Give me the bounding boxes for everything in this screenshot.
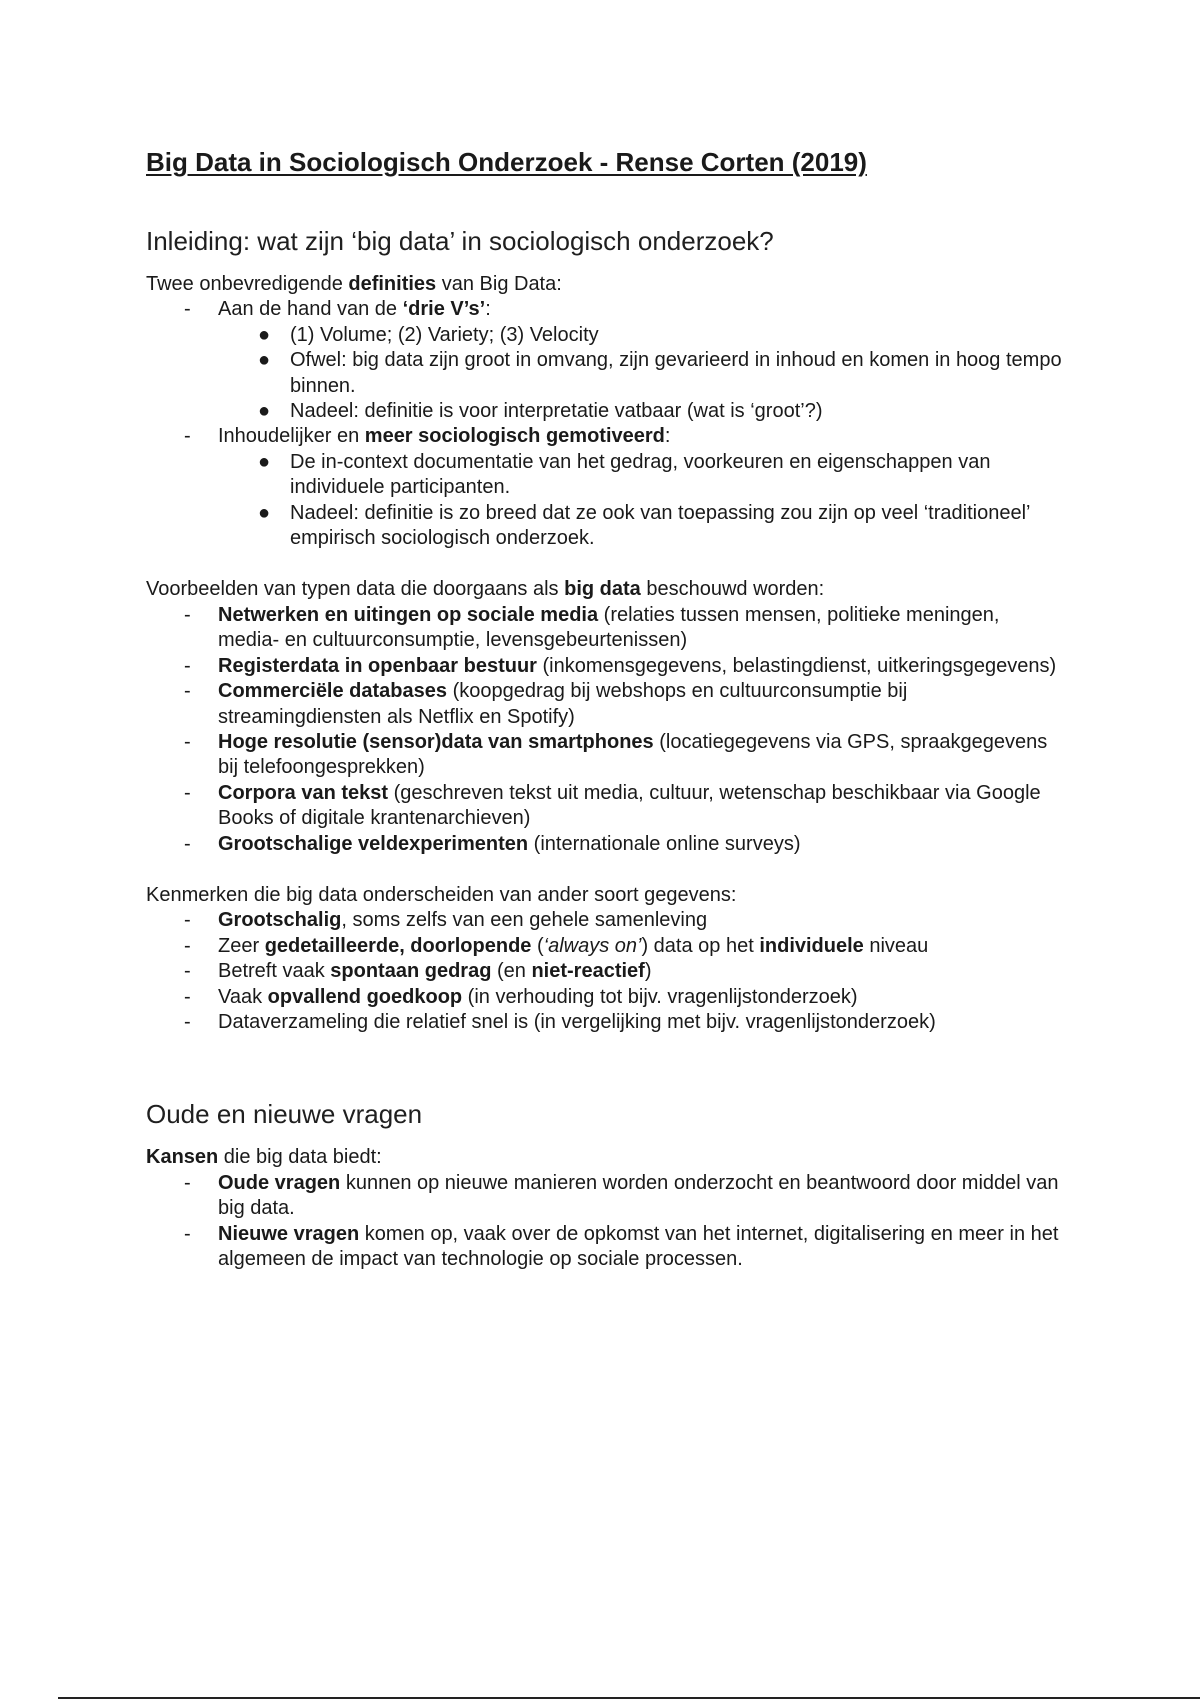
sub-list-item: ● Ofwel: big data zijn groot in omvang, zijn gevarieerd in inhoud en komen in hoog tempo binnen. xyxy=(258,349,1062,397)
block-intro: Twee onbevredigende definities van Big Data: xyxy=(146,273,562,295)
list-item: - Grootschalige veldexperimenten (internationale online surveys) xyxy=(146,832,1066,857)
sub-list-item: ● (1) Volume; (2) Variety; (3) Velocity xyxy=(218,323,1066,348)
block-intro: Kansen die big data biedt: xyxy=(146,1146,382,1169)
dash-marker: - xyxy=(184,1222,191,1245)
dash-marker: - xyxy=(184,1010,191,1033)
dash-marker: - xyxy=(184,425,191,448)
list-item: - Betreft vaak spontaan gedrag (en niet-reactief) xyxy=(146,959,1066,984)
examples-list xyxy=(146,603,1066,857)
list-item: - Grootschalig, soms zelfs van een gehele samenleving xyxy=(146,908,1066,933)
page-bottom-rule xyxy=(58,1697,1200,1699)
list-item: - Aan de hand van de ‘drie V’s’: ● (1) Volume; (2) Variety; (3) Velocity ● Ofwel: big data zijn groot in omvang, zijn gevarieerd in inhoud en komen in hoog tempo binnen. ● Nadeel: definitie is voor interpretatie vatbaar (wat is ‘groot’?) xyxy=(146,297,1066,424)
sub-list-item: ● Nadeel: definitie is zo breed dat ze ook van toepassing zou zijn op veel ‘traditioneel’ empirisch sociologisch onderzoek. xyxy=(258,501,1030,550)
sub-list xyxy=(218,450,1066,552)
definition-list xyxy=(146,297,1066,551)
list-item: - Vaak opvallend goedkoop (in verhouding tot bijv. vragenlijstonderzoek) xyxy=(146,985,1066,1010)
sub-list xyxy=(218,323,1066,425)
section-heading-oude-nieuwe-vragen: Oude en nieuwe vragen xyxy=(146,1099,423,1130)
dash-marker: - xyxy=(184,680,191,703)
bullet-icon: ● xyxy=(258,501,271,524)
block-intro: Kenmerken die big data onderscheiden van ander soort gegevens: xyxy=(146,883,737,906)
block-kansen xyxy=(146,1145,1066,1272)
opportunities-list xyxy=(146,1171,1066,1273)
dash-marker: - xyxy=(184,298,191,321)
bullet-icon: ● xyxy=(258,323,271,346)
list-item: - Oude vragen kunnen op nieuwe manieren worden onderzocht en beantwoord door middel van big data. xyxy=(184,1171,1059,1220)
dash-marker: - xyxy=(184,909,191,932)
list-item: - Corpora van tekst (geschreven tekst uit media, cultuur, wetenschap beschikbaar via Google Books of digitale krantenarchieven) xyxy=(184,781,1041,830)
bullet-icon: ● xyxy=(258,400,271,423)
document-page xyxy=(146,146,1066,1272)
list-item: - Netwerken en uitingen op sociale media (relaties tussen mensen, politieke meningen, media- en cultuurconsumptie, levensgebeurtenissen) xyxy=(184,603,1000,652)
block-intro: Voorbeelden van typen data die doorgaans als big data beschouwd worden: xyxy=(146,578,825,601)
dash-marker: - xyxy=(184,985,191,1008)
dash-marker: - xyxy=(184,730,191,753)
dash-marker: - xyxy=(184,1171,191,1194)
dash-marker: - xyxy=(184,654,191,677)
dash-marker: - xyxy=(184,781,191,804)
list-item: - Zeer gedetailleerde, doorlopende (‘always on’) data op het individuele niveau xyxy=(146,934,1066,959)
list-item: - Registerdata in openbaar bestuur (inkomensgegevens, belastingdienst, uitkeringsgegevens) xyxy=(146,654,1066,679)
list-item: - Hoge resolutie (sensor)data van smartphones (locatiegegevens via GPS, spraakgegevens bij telefoongesprekken) xyxy=(184,730,1048,779)
block-voorbeelden xyxy=(146,577,1066,856)
list-item: - Inhoudelijker en meer sociologisch gemotiveerd: ● De in-context documentatie van het gedrag, voorkeuren en eigenschappen van individuele participanten. ● Nadeel: definitie is zo breed dat ze ook van toepassing zou zijn op veel ‘traditioneel’ empirisch sociologisch onderzoek. xyxy=(146,424,1066,551)
sub-list-item: ● De in-context documentatie van het gedrag, voorkeuren en eigenschappen van individuele participanten. xyxy=(258,450,991,499)
list-item: - Dataverzameling die relatief snel is (in vergelijking met bijv. vragenlijstonderzoek) xyxy=(146,1010,1066,1035)
section-heading-inleiding: Inleiding: wat zijn ‘big data’ in sociologisch onderzoek? xyxy=(146,226,774,256)
block-kenmerken xyxy=(146,883,1066,1035)
dash-marker: - xyxy=(184,960,191,983)
list-item: - Nieuwe vragen komen op, vaak over de opkomst van het internet, digitalisering en meer in het algemeen de impact van technologie op sociale processen. xyxy=(184,1222,1059,1270)
document-title: Big Data in Sociologisch Onderzoek - Rense Corten (2019) xyxy=(146,147,867,177)
block-definities xyxy=(146,272,1066,551)
sub-list-item: ● Nadeel: definitie is voor interpretatie vatbaar (wat is ‘groot’?) xyxy=(218,399,1066,424)
bullet-icon: ● xyxy=(258,349,271,372)
bullet-icon: ● xyxy=(258,450,271,473)
dash-marker: - xyxy=(184,934,191,957)
list-item: - Commerciële databases (koopgedrag bij webshops en cultuurconsumptie bij streamingdiensten als Netflix en Spotify) xyxy=(184,680,908,728)
characteristics-list xyxy=(146,908,1066,1035)
dash-marker: - xyxy=(184,603,191,626)
dash-marker: - xyxy=(184,832,191,855)
